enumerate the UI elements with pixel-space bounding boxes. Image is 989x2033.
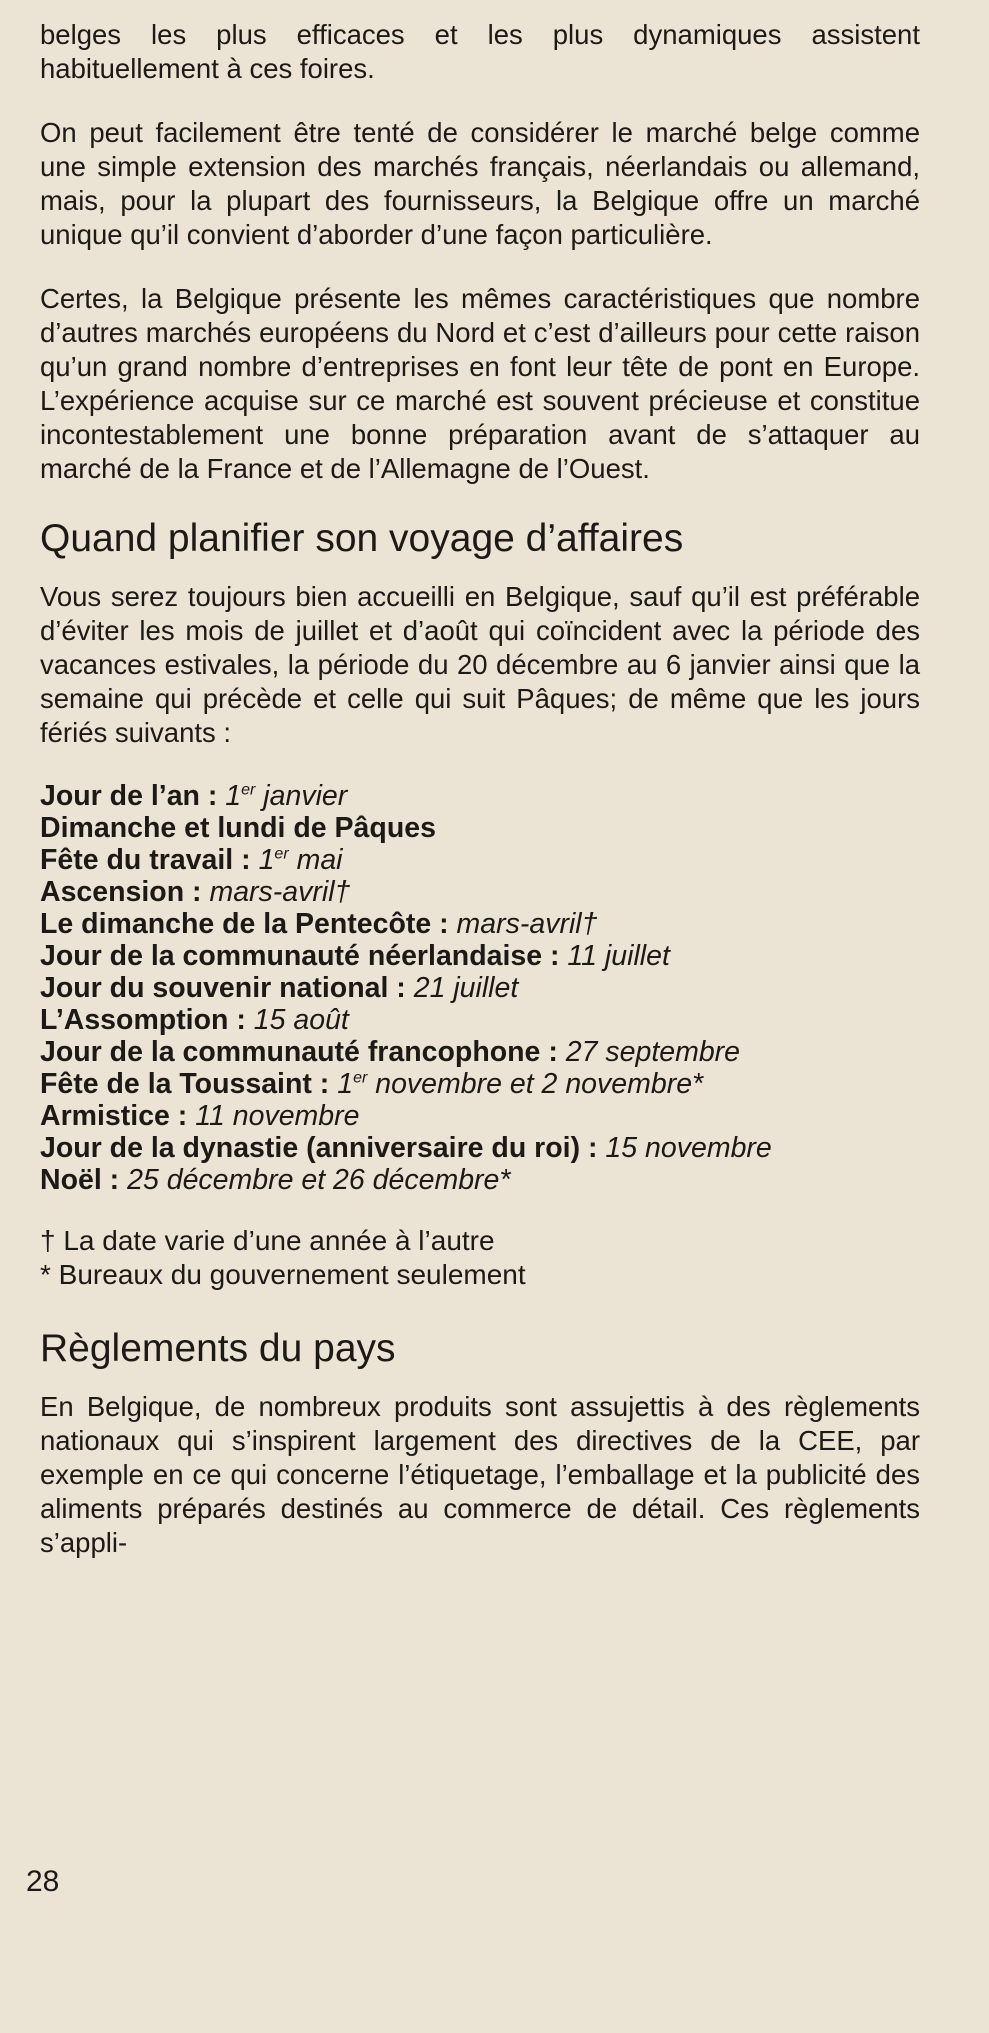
holiday-date-rest: janvier (255, 780, 348, 812)
holiday-item (40, 972, 920, 1004)
holiday-date (225, 780, 347, 812)
holiday-item (40, 1100, 920, 1132)
holiday-item (40, 1164, 920, 1196)
paragraph-1: belges les plus efficaces et les plus dynamiques assistent habituellement à ces foires. (40, 19, 920, 84)
page-number: 28 (26, 1865, 60, 1898)
holiday-date (457, 908, 598, 940)
holiday-date-rest: mai (288, 844, 343, 876)
section-heading-travel: Quand planifier son voyage d’affaires (40, 517, 684, 560)
holiday-date-part: mars-avril† (456, 908, 598, 940)
holiday-date-part: 15 août (253, 1004, 349, 1036)
footnote-dagger: † La date varie d’une année à l’autre (40, 1225, 495, 1256)
holiday-date (127, 1164, 510, 1196)
section-heading-regulations: Règlements du pays (40, 1327, 396, 1370)
holiday-name: Jour de la dynastie (anniversaire du roi) : (40, 1132, 598, 1164)
travel-intro: Vous serez toujours bien accueilli en Belgique, sauf qu’il est préférable d’éviter les mois de juillet et d’août qui coïncident avec la période des vacances estivales, la période du 20 décembre au 6 janvier ainsi que la semaine qui précède et celle qui suit Pâques; de même que les jours fériés suivants : (40, 581, 920, 748)
holiday-item (40, 780, 920, 812)
holiday-date-part: 1 (337, 1068, 354, 1100)
holiday-date (605, 1132, 771, 1164)
holiday-date (414, 972, 519, 1004)
holiday-date (566, 1036, 740, 1068)
holiday-list (40, 780, 920, 1196)
holiday-item (40, 1004, 920, 1036)
holiday-item (40, 1036, 920, 1068)
holiday-date-part: 1 (225, 780, 242, 812)
holiday-name: Le dimanche de la Pentecôte : (40, 908, 449, 940)
holiday-item (40, 1068, 920, 1100)
holiday-date-part: 11 juillet (567, 940, 670, 972)
ordinal-superscript: er (353, 1069, 368, 1087)
holiday-date (567, 940, 669, 972)
holiday-date-rest: novembre et 2 novembre* (367, 1068, 704, 1100)
holiday-date (195, 1100, 359, 1132)
holiday-date (209, 876, 350, 908)
holiday-date-part: 11 novembre (195, 1100, 360, 1132)
regulations-text: En Belgique, de nombreux produits sont assujettis à des règlements nationaux qui s’inspirent largement des directives de la CEE, par exemple en ce qui concerne l’étiquetage, l’emballage et la publicité des aliments préparés destinés au commerce de détail. Ces règlements s’appli- (40, 1391, 920, 1558)
holiday-date (254, 1004, 349, 1036)
holiday-date-part: mars-avril† (209, 876, 351, 908)
holiday-name: Fête du travail : (40, 844, 251, 876)
holiday-date (259, 844, 343, 876)
holiday-name: Armistice : (40, 1100, 188, 1132)
holiday-date-part: 27 septembre (565, 1036, 741, 1068)
holiday-name: Fête de la Toussaint : (40, 1068, 330, 1100)
ordinal-superscript: er (241, 781, 256, 799)
ordinal-superscript: er (274, 845, 289, 863)
holiday-item (40, 1132, 920, 1164)
holiday-date-part: 21 juillet (413, 972, 519, 1004)
paragraph-3: Certes, la Belgique présente les mêmes caractéristiques que nombre d’autres marchés européens du Nord et c’est d’ailleurs pour cette raison qu’un grand nombre d’entreprises en font leur tête de pont en Europe. L’expérience acquise sur ce marché est souvent précieuse et constitue incontestablement une bonne préparation avant de s’attaquer au marché de la France et de l’Allemagne de l’Ouest. (40, 283, 920, 484)
holiday-name: Ascension : (40, 876, 202, 908)
holiday-name: Jour du souvenir national : (40, 972, 406, 1004)
paragraph-2: On peut facilement être tenté de considérer le marché belge comme une simple extension des marchés français, néerlandais ou allemand, mais, pour la plupart des fournisseurs, la Belgique offre un marché unique qu’il convient d’aborder d’une façon particulière. (40, 117, 920, 250)
holiday-name: L’Assomption : (40, 1004, 246, 1036)
footnote-star: * Bureaux du gouvernement seulement (40, 1259, 526, 1290)
holiday-item (40, 876, 920, 908)
holiday-item (40, 844, 920, 876)
holiday-item (40, 908, 920, 940)
holiday-date-part: 15 novembre (605, 1132, 772, 1164)
holiday-date-part: 1 (258, 844, 275, 876)
holiday-item (40, 940, 920, 972)
text-column (40, 18, 920, 1590)
holiday-name: Jour de la communauté néerlandaise : (40, 940, 560, 972)
holiday-date (337, 1068, 703, 1100)
holiday-name: Noël : (40, 1164, 120, 1196)
holiday-name: Dimanche et lundi de Pâques (40, 812, 436, 844)
footnotes (40, 1224, 920, 1292)
holiday-name: Jour de la communauté francophone : (40, 1036, 558, 1068)
holiday-name: Jour de l’an : (40, 780, 218, 812)
holiday-item (40, 812, 920, 844)
holiday-date-part: 25 décembre et 26 décembre* (127, 1164, 511, 1196)
